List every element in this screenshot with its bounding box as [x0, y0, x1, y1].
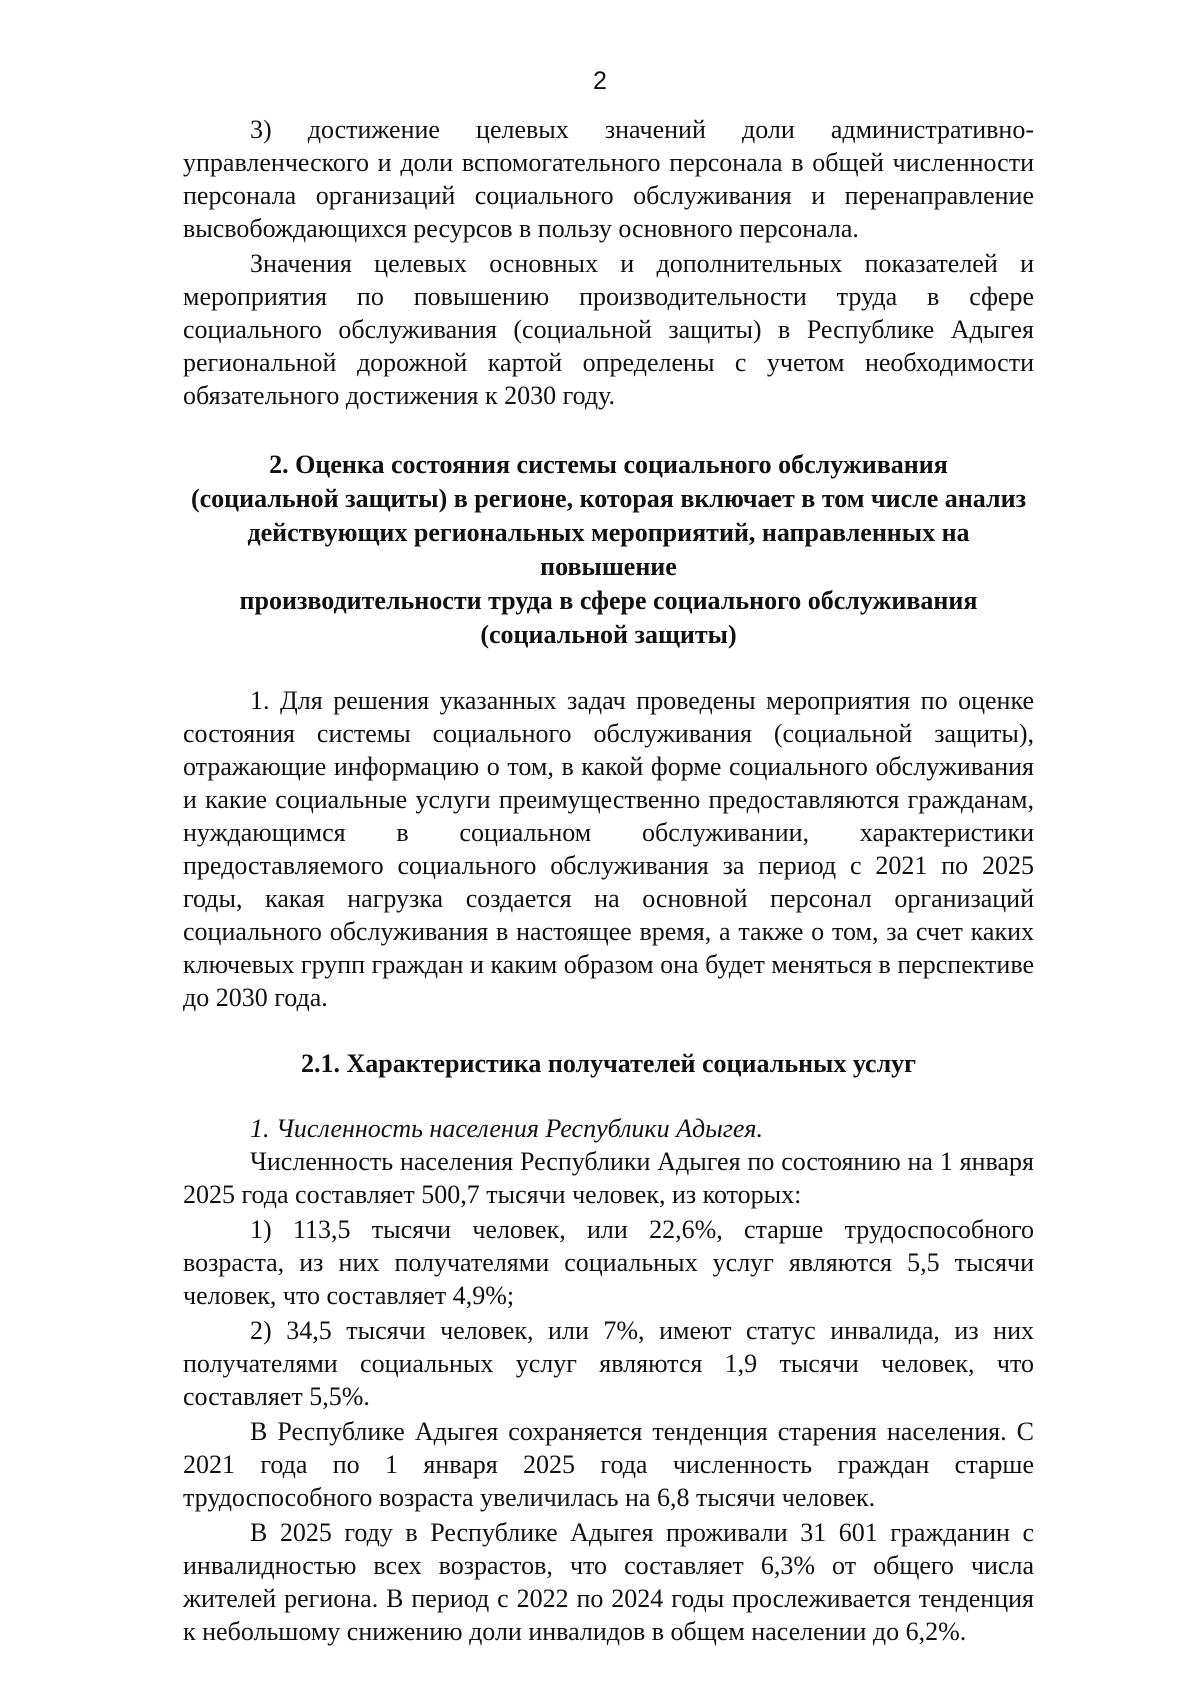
section-heading-line: действующих региональных мероприятий, направленных на повышение — [247, 518, 970, 581]
paragraph-assessment: 1. Для решения указанных задач проведены мероприятия по оценке состояния системы социального обслуживания (социальной защиты), отражающие информацию о том, в какой форме социального обслуживания и какие социальные услуги преимущественно предоставляются гражданам, нуждающимся в социальном обслуживании, характеристики предоставляемого социального обслуживания за период с 2021 по 2025 годы, какая нагрузка создается на основной персонал организаций социального обслуживания в настоящее время, а также о том, за счет каких ключевых групп граждан и каким образом она будет меняться в перспективе до 2030 года. — [183, 686, 1034, 1012]
section-heading — [183, 448, 1034, 652]
paragraph-item-1: 1) 113,5 тысячи человек, или 22,6%, старше трудоспособного возраста, из них получателями социальных услуг являются 5,5 тысячи человек, что составляет 4,9%; — [183, 1215, 1034, 1310]
page-number: 2 — [593, 67, 607, 95]
subsection-italic-title: 1. Численность населения Республики Адыгея. — [250, 1114, 763, 1143]
paragraph-item-2: 2) 34,5 тысячи человек, или 7%, имеют статус инвалида, из них получателями социальных услуг являются 1,9 тысячи человек, что составляет 5,5%. — [183, 1316, 1034, 1411]
paragraph-item-3: 3) достижение целевых значений доли административно-управленческого и доли вспомогательного персонала в общей численности персонала организаций социального обслуживания и перенаправление высвобождающихся ресурсов в пользу основного персонала. — [183, 115, 1034, 243]
page-content — [183, 113, 1034, 1648]
section-heading-line: (социальной защиты) — [480, 620, 737, 649]
section-heading-line: (социальной защиты) в регионе, которая включает в том числе анализ — [190, 484, 1027, 513]
paragraph-aging-trend: В Республике Адыгея сохраняется тенденция старения населения. С 2021 года по 1 января 2025 года численность граждан старше трудоспособного возраста увеличилась на 6,8 тысячи человек. — [183, 1417, 1034, 1512]
paragraph-target-values: Значения целевых основных и дополнительных показателей и мероприятия по повышению производительности труда в сфере социального обслуживания (социальной защиты) в Республике Адыгея региональной дорожной картой определены с учетом необходимости обязательного достижения к 2030 году. — [183, 249, 1034, 410]
subsection-heading: 2.1. Характеристика получателей социальных услуг — [301, 1049, 916, 1078]
section-heading-line: производительности труда в сфере социального обслуживания — [239, 586, 978, 615]
paragraph-population: Численность населения Республики Адыгея по состоянию на 1 января 2025 года составляет 500,7 тысячи человек, из которых: — [183, 1147, 1034, 1209]
section-heading-line: 2. Оценка состояния системы социального обслуживания — [269, 450, 948, 479]
paragraph-disability: В 2025 году в Республике Адыгея проживали 31 601 гражданин с инвалидностью всех возрастов, что составляет 6,3% от общего числа жителей региона. В период с 2022 по 2024 годы прослеживается тенденция к небольшому снижению доли инвалидов в общем населении до 6,2%. — [183, 1518, 1034, 1646]
